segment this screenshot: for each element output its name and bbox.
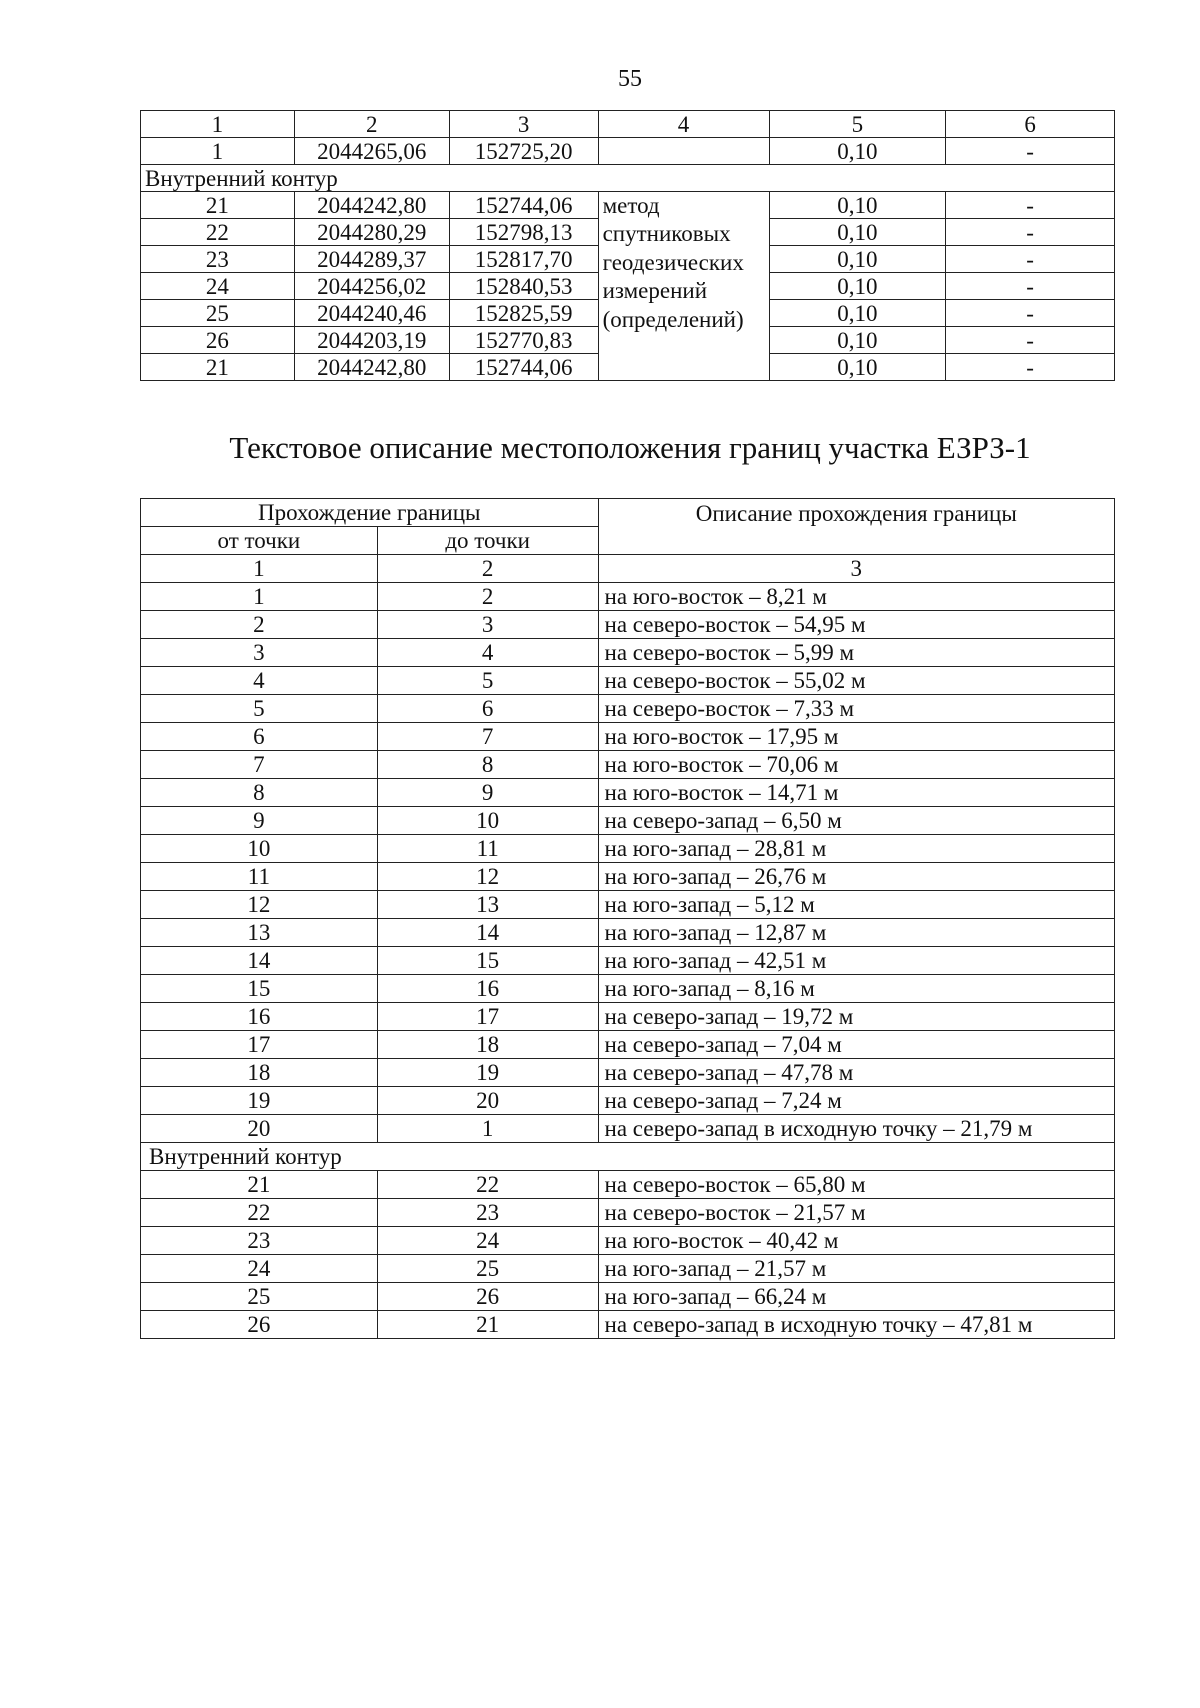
header-border-description: Описание прохождения границы xyxy=(598,499,1114,555)
accuracy-value: 0,10 xyxy=(769,219,946,246)
x-coordinate: 2044280,29 xyxy=(294,219,449,246)
extra-value: - xyxy=(946,354,1115,381)
to-point: 21 xyxy=(377,1311,598,1339)
from-point: 23 xyxy=(141,1227,378,1255)
table-row xyxy=(141,1283,1115,1311)
column-number: 4 xyxy=(598,111,769,138)
border-description: на юго-восток – 14,71 м xyxy=(598,779,1114,807)
from-point: 22 xyxy=(141,1199,378,1227)
to-point: 20 xyxy=(377,1087,598,1115)
from-point: 14 xyxy=(141,947,378,975)
border-description: на северо-восток – 5,99 м xyxy=(598,639,1114,667)
header-from-point: от точки xyxy=(141,527,378,555)
table-row xyxy=(141,583,1115,611)
border-description: на юго-запад – 28,81 м xyxy=(598,835,1114,863)
border-description: на юго-запад – 42,51 м xyxy=(598,947,1114,975)
to-point: 1 xyxy=(377,1115,598,1143)
column-number: 3 xyxy=(598,555,1114,583)
y-coordinate: 152770,83 xyxy=(449,327,598,354)
method-line: (определений) xyxy=(602,306,744,332)
y-coordinate: 152744,06 xyxy=(449,354,598,381)
section-label: Внутренний контур xyxy=(141,165,1115,192)
border-description: на северо-восток – 55,02 м xyxy=(598,667,1114,695)
y-coordinate: 152725,20 xyxy=(449,138,598,165)
section-row xyxy=(141,1143,1115,1171)
border-description: на юго-запад – 26,76 м xyxy=(598,863,1114,891)
from-point: 25 xyxy=(141,1283,378,1311)
x-coordinate: 2044289,37 xyxy=(294,246,449,273)
table-row xyxy=(141,1199,1115,1227)
y-coordinate: 152840,53 xyxy=(449,273,598,300)
table-row xyxy=(141,1311,1115,1339)
to-point: 12 xyxy=(377,863,598,891)
x-coordinate: 2044242,80 xyxy=(294,354,449,381)
table-row xyxy=(141,863,1115,891)
to-point: 5 xyxy=(377,667,598,695)
to-point: 26 xyxy=(377,1283,598,1311)
from-point: 21 xyxy=(141,1171,378,1199)
from-point: 3 xyxy=(141,639,378,667)
border-description: на северо-запад в исходную точку – 21,79 м xyxy=(598,1115,1114,1143)
table-row xyxy=(141,723,1115,751)
column-number: 6 xyxy=(946,111,1115,138)
from-point: 17 xyxy=(141,1031,378,1059)
border-description: на юго-восток – 8,21 м xyxy=(598,583,1114,611)
table-row xyxy=(141,975,1115,1003)
to-point: 19 xyxy=(377,1059,598,1087)
table-row xyxy=(141,695,1115,723)
y-coordinate: 152744,06 xyxy=(449,192,598,219)
extra-value: - xyxy=(946,273,1115,300)
column-number: 5 xyxy=(769,111,946,138)
table-row xyxy=(141,751,1115,779)
x-coordinate: 2044256,02 xyxy=(294,273,449,300)
table-row xyxy=(141,835,1115,863)
to-point: 2 xyxy=(377,583,598,611)
inner-contour-rows xyxy=(141,1171,1115,1339)
from-point: 9 xyxy=(141,807,378,835)
table-row xyxy=(141,639,1115,667)
section-label: Внутренний контур xyxy=(141,1143,1115,1171)
table-row xyxy=(141,1171,1115,1199)
outer-contour-rows xyxy=(141,583,1115,1143)
column-number: 2 xyxy=(294,111,449,138)
table-row xyxy=(141,611,1115,639)
to-point: 15 xyxy=(377,947,598,975)
table-row xyxy=(141,1031,1115,1059)
border-description: на северо-восток – 65,80 м xyxy=(598,1171,1114,1199)
point-number: 24 xyxy=(141,273,295,300)
point-number: 21 xyxy=(141,354,295,381)
border-description: на северо-запад – 6,50 м xyxy=(598,807,1114,835)
from-point: 10 xyxy=(141,835,378,863)
to-point: 10 xyxy=(377,807,598,835)
from-point: 19 xyxy=(141,1087,378,1115)
y-coordinate: 152817,70 xyxy=(449,246,598,273)
to-point: 7 xyxy=(377,723,598,751)
border-description: на северо-запад в исходную точку – 47,81 м xyxy=(598,1311,1114,1339)
from-point: 16 xyxy=(141,1003,378,1031)
table-row xyxy=(141,1255,1115,1283)
from-point: 24 xyxy=(141,1255,378,1283)
x-coordinate: 2044242,80 xyxy=(294,192,449,219)
accuracy-value: 0,10 xyxy=(769,354,946,381)
from-point: 7 xyxy=(141,751,378,779)
extra-value: - xyxy=(946,246,1115,273)
border-description: на северо-запад – 7,24 м xyxy=(598,1087,1114,1115)
method-line: спутниковых xyxy=(602,221,731,247)
to-point: 23 xyxy=(377,1199,598,1227)
table-row xyxy=(141,1227,1115,1255)
to-point: 24 xyxy=(377,1227,598,1255)
table-row xyxy=(141,192,1115,219)
table-row xyxy=(141,807,1115,835)
method-line: геодезических xyxy=(602,249,744,275)
to-point: 17 xyxy=(377,1003,598,1031)
page-number: 55 xyxy=(618,66,642,92)
column-number-row xyxy=(141,555,1115,583)
point-number: 26 xyxy=(141,327,295,354)
from-point: 20 xyxy=(141,1115,378,1143)
point-number: 22 xyxy=(141,219,295,246)
table-header-row xyxy=(141,499,1115,527)
extra-value: - xyxy=(946,300,1115,327)
extra-value: - xyxy=(946,327,1115,354)
border-description: на юго-запад – 5,12 м xyxy=(598,891,1114,919)
y-coordinate: 152798,13 xyxy=(449,219,598,246)
border-description: на юго-восток – 70,06 м xyxy=(598,751,1114,779)
to-point: 25 xyxy=(377,1255,598,1283)
to-point: 18 xyxy=(377,1031,598,1059)
to-point: 11 xyxy=(377,835,598,863)
border-description: на северо-восток – 21,57 м xyxy=(598,1199,1114,1227)
accuracy-value: 0,10 xyxy=(769,300,946,327)
to-point: 13 xyxy=(377,891,598,919)
extra-value: - xyxy=(946,138,1115,165)
section-heading: Текстовое описание местоположения границ участка ЕЗРЗ-1 xyxy=(229,430,1031,465)
table-row xyxy=(141,667,1115,695)
from-point: 1 xyxy=(141,583,378,611)
border-description: на северо-запад – 19,72 м xyxy=(598,1003,1114,1031)
table-row xyxy=(141,1115,1115,1143)
table-row xyxy=(141,1087,1115,1115)
border-description: на северо-запад – 47,78 м xyxy=(598,1059,1114,1087)
point-number: 21 xyxy=(141,192,295,219)
method-cell xyxy=(598,192,769,381)
x-coordinate: 2044265,06 xyxy=(294,138,449,165)
to-point: 22 xyxy=(377,1171,598,1199)
border-description: на юго-запад – 8,16 м xyxy=(598,975,1114,1003)
coordinates-table xyxy=(140,110,1115,381)
from-point: 2 xyxy=(141,611,378,639)
header-border-passage: Прохождение границы xyxy=(141,499,599,527)
method-cell xyxy=(598,138,769,165)
border-description: на юго-восток – 17,95 м xyxy=(598,723,1114,751)
from-point: 6 xyxy=(141,723,378,751)
to-point: 6 xyxy=(377,695,598,723)
header-to-point: до точки xyxy=(377,527,598,555)
x-coordinate: 2044240,46 xyxy=(294,300,449,327)
column-number: 1 xyxy=(141,555,378,583)
column-number: 2 xyxy=(377,555,598,583)
border-description: на северо-запад – 7,04 м xyxy=(598,1031,1114,1059)
to-point: 4 xyxy=(377,639,598,667)
to-point: 3 xyxy=(377,611,598,639)
from-point: 15 xyxy=(141,975,378,1003)
x-coordinate: 2044203,19 xyxy=(294,327,449,354)
table-row xyxy=(141,138,1115,165)
to-point: 9 xyxy=(377,779,598,807)
from-point: 18 xyxy=(141,1059,378,1087)
extra-value: - xyxy=(946,192,1115,219)
border-description: на северо-восток – 54,95 м xyxy=(598,611,1114,639)
section-row xyxy=(141,165,1115,192)
to-point: 16 xyxy=(377,975,598,1003)
from-point: 8 xyxy=(141,779,378,807)
table-header-row xyxy=(141,111,1115,138)
table-row xyxy=(141,891,1115,919)
point-number: 25 xyxy=(141,300,295,327)
border-description: на юго-восток – 40,42 м xyxy=(598,1227,1114,1255)
from-point: 4 xyxy=(141,667,378,695)
table-row xyxy=(141,1003,1115,1031)
accuracy-value: 0,10 xyxy=(769,192,946,219)
border-description: на юго-запад – 66,24 м xyxy=(598,1283,1114,1311)
to-point: 14 xyxy=(377,919,598,947)
from-point: 26 xyxy=(141,1311,378,1339)
table-row xyxy=(141,947,1115,975)
accuracy-value: 0,10 xyxy=(769,327,946,354)
y-coordinate: 152825,59 xyxy=(449,300,598,327)
extra-value: - xyxy=(946,219,1115,246)
table-row xyxy=(141,1059,1115,1087)
table-row xyxy=(141,779,1115,807)
column-number: 3 xyxy=(449,111,598,138)
border-description: на юго-запад – 12,87 м xyxy=(598,919,1114,947)
table-row xyxy=(141,919,1115,947)
border-description-table xyxy=(140,498,1115,1339)
method-line: измерений xyxy=(602,278,708,304)
from-point: 5 xyxy=(141,695,378,723)
accuracy-value: 0,10 xyxy=(769,273,946,300)
to-point: 8 xyxy=(377,751,598,779)
point-number: 23 xyxy=(141,246,295,273)
method-line: метод xyxy=(602,193,660,218)
border-description: на северо-восток – 7,33 м xyxy=(598,695,1114,723)
from-point: 11 xyxy=(141,863,378,891)
from-point: 12 xyxy=(141,891,378,919)
accuracy-value: 0,10 xyxy=(769,138,946,165)
accuracy-value: 0,10 xyxy=(769,246,946,273)
column-number: 1 xyxy=(141,111,295,138)
border-description: на юго-запад – 21,57 м xyxy=(598,1255,1114,1283)
from-point: 13 xyxy=(141,919,378,947)
point-number: 1 xyxy=(141,138,295,165)
